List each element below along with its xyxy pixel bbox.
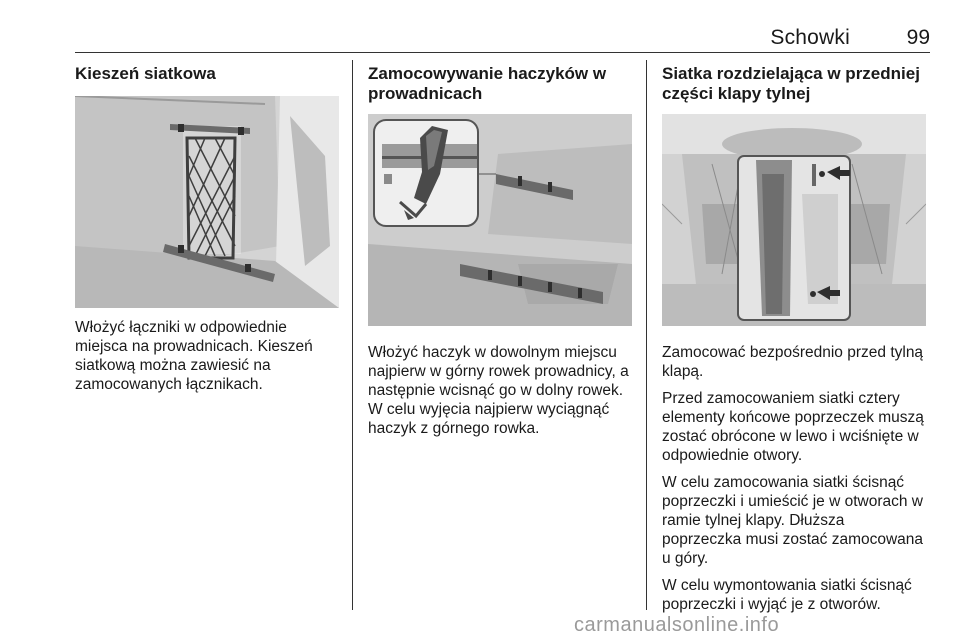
net-pocket-illustration-icon: [75, 96, 339, 308]
header-rule: [75, 52, 930, 53]
column-net-pocket: [75, 64, 340, 84]
column-divider-net-text: [662, 343, 927, 622]
column-hooks: [368, 64, 633, 104]
body-paragraph: W celu zamocowania siatki ścisnąć poprzeczki i umieścić je w otworach w ramie tylnej klapy. Dłuższa poprzeczka musi zostać zamocowana u góry.: [662, 474, 924, 567]
body-paragraph: Zamocować bezpośrednio przed tylną klapą.: [662, 344, 924, 380]
section-heading: Zamocowywanie haczyków w prowadnicach: [368, 64, 607, 103]
body-paragraph: Włożyć haczyk w dowolnym miejscu najpierw w górny rowek prowadnicy, a następnie wcisnąć go w dolny rowek. W celu wyjęcia najpierw wyciągnąć haczyk z górnego rowka.: [368, 344, 629, 437]
body-paragraph: Przed zamocowaniem siatki cztery elementy końcowe poprzeczek muszą zostać obrócone w lewo i wciśnięte w odpowiednie otwory.: [662, 390, 924, 464]
section-heading: Siatka rozdzielająca w przedniej części klapy tylnej: [662, 64, 920, 103]
body-paragraph: W celu wymontowania siatki ścisnąć poprzeczki i wyjąć je z otworów.: [662, 577, 912, 613]
net-pocket-figure: [75, 96, 339, 308]
hook-rail-illustration-icon: [368, 114, 632, 326]
divider-net-illustration-icon: [662, 114, 926, 326]
watermark: carmanualsonline.info: [574, 614, 780, 636]
divider-net-figure: [662, 114, 926, 326]
column-divider-2: [646, 60, 647, 610]
column-hooks-text: [368, 343, 633, 446]
page-number: 99: [906, 26, 930, 49]
page-header-title: Schowki: [770, 26, 850, 49]
column-divider-1: [352, 60, 353, 610]
column-net-pocket-text: [75, 318, 340, 402]
hook-rail-figure: [368, 114, 632, 326]
column-divider-net: [662, 64, 927, 104]
body-paragraph: Włożyć łączniki w odpowiednie miejsca na prowadnicach. Kieszeń siatkową można zawiesić na zamocowanych łącznikach.: [75, 319, 313, 393]
section-heading: Kieszeń siatkowa: [75, 64, 216, 83]
